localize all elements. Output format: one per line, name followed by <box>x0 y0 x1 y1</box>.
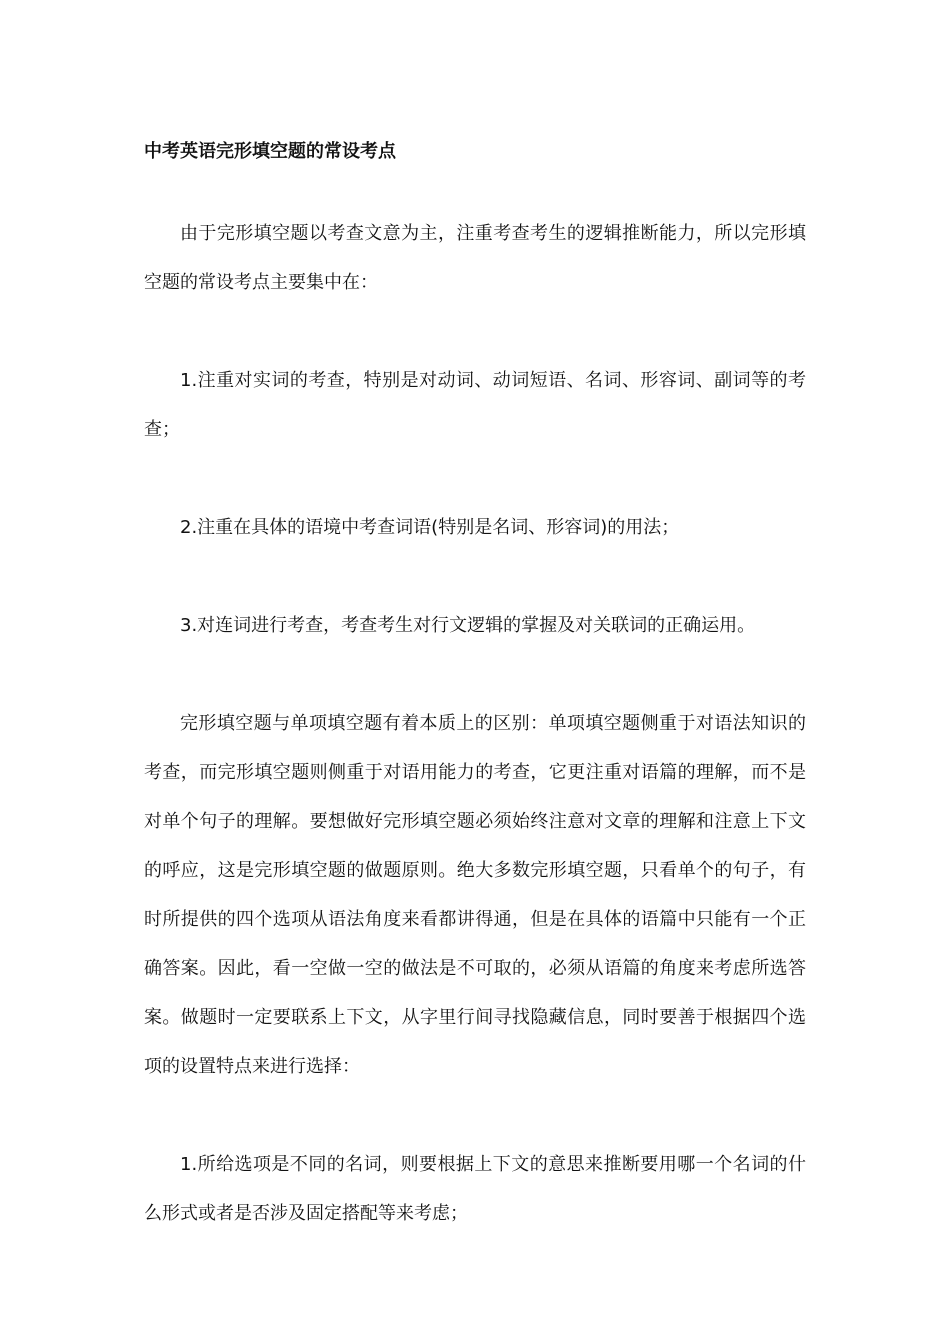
spacer <box>144 454 806 503</box>
paragraph-point-3: 3.对连词进行考查，考查考生对行文逻辑的掌握及对关联词的正确运用。 <box>180 615 756 636</box>
paragraph-comparison: 完形填空题与单项填空题有着本质上的区别：单项填空题侧重于对语法知识的考查，而完形填空题则侧重于对语用能力的考查，它更注重对语篇的理解，而不是对单个句子的理解。要想做好完形填空题必须始终注意对文章的理解和注意上下文的呼应，这是完形填空题的做题原则。绝大多数完形填空题，只看单个的句子，有时所提供的四个选项从语法角度来看都讲得通，但是在具体的语篇中只能有一个正确答案。因此，看一空做一空的做法是不可取的，必须从语篇的角度来考虑所选答案。做题时一定要联系上下文，从字里行间寻找隐藏信息，同时要善于根据四个选项的设置特点来进行选择： <box>144 713 806 1077</box>
document-title: 中考英语完形填空题的常设考点 <box>144 141 396 162</box>
spacer <box>144 1091 806 1140</box>
paragraph-option-1: 1.所给选项是不同的名词，则要根据上下文的意思来推断要用哪一个名词的什么形式或者是否涉及固定搭配等来考虑； <box>144 1154 806 1224</box>
paragraph-point-2: 2.注重在具体的语境中考查词语(特别是名词、形容词)的用法； <box>180 517 680 538</box>
document-content <box>144 132 806 1238</box>
spacer <box>144 307 806 356</box>
spacer <box>144 552 806 601</box>
paragraph-intro: 由于完形填空题以考查文意为主，注重考查考生的逻辑推断能力，所以完形填空题的常设考点主要集中在： <box>144 223 806 293</box>
spacer <box>144 172 806 209</box>
paragraph-point-1: 1.注重对实词的考查，特别是对动词、动词短语、名词、形容词、副词等的考查； <box>144 370 806 440</box>
spacer <box>144 650 806 699</box>
